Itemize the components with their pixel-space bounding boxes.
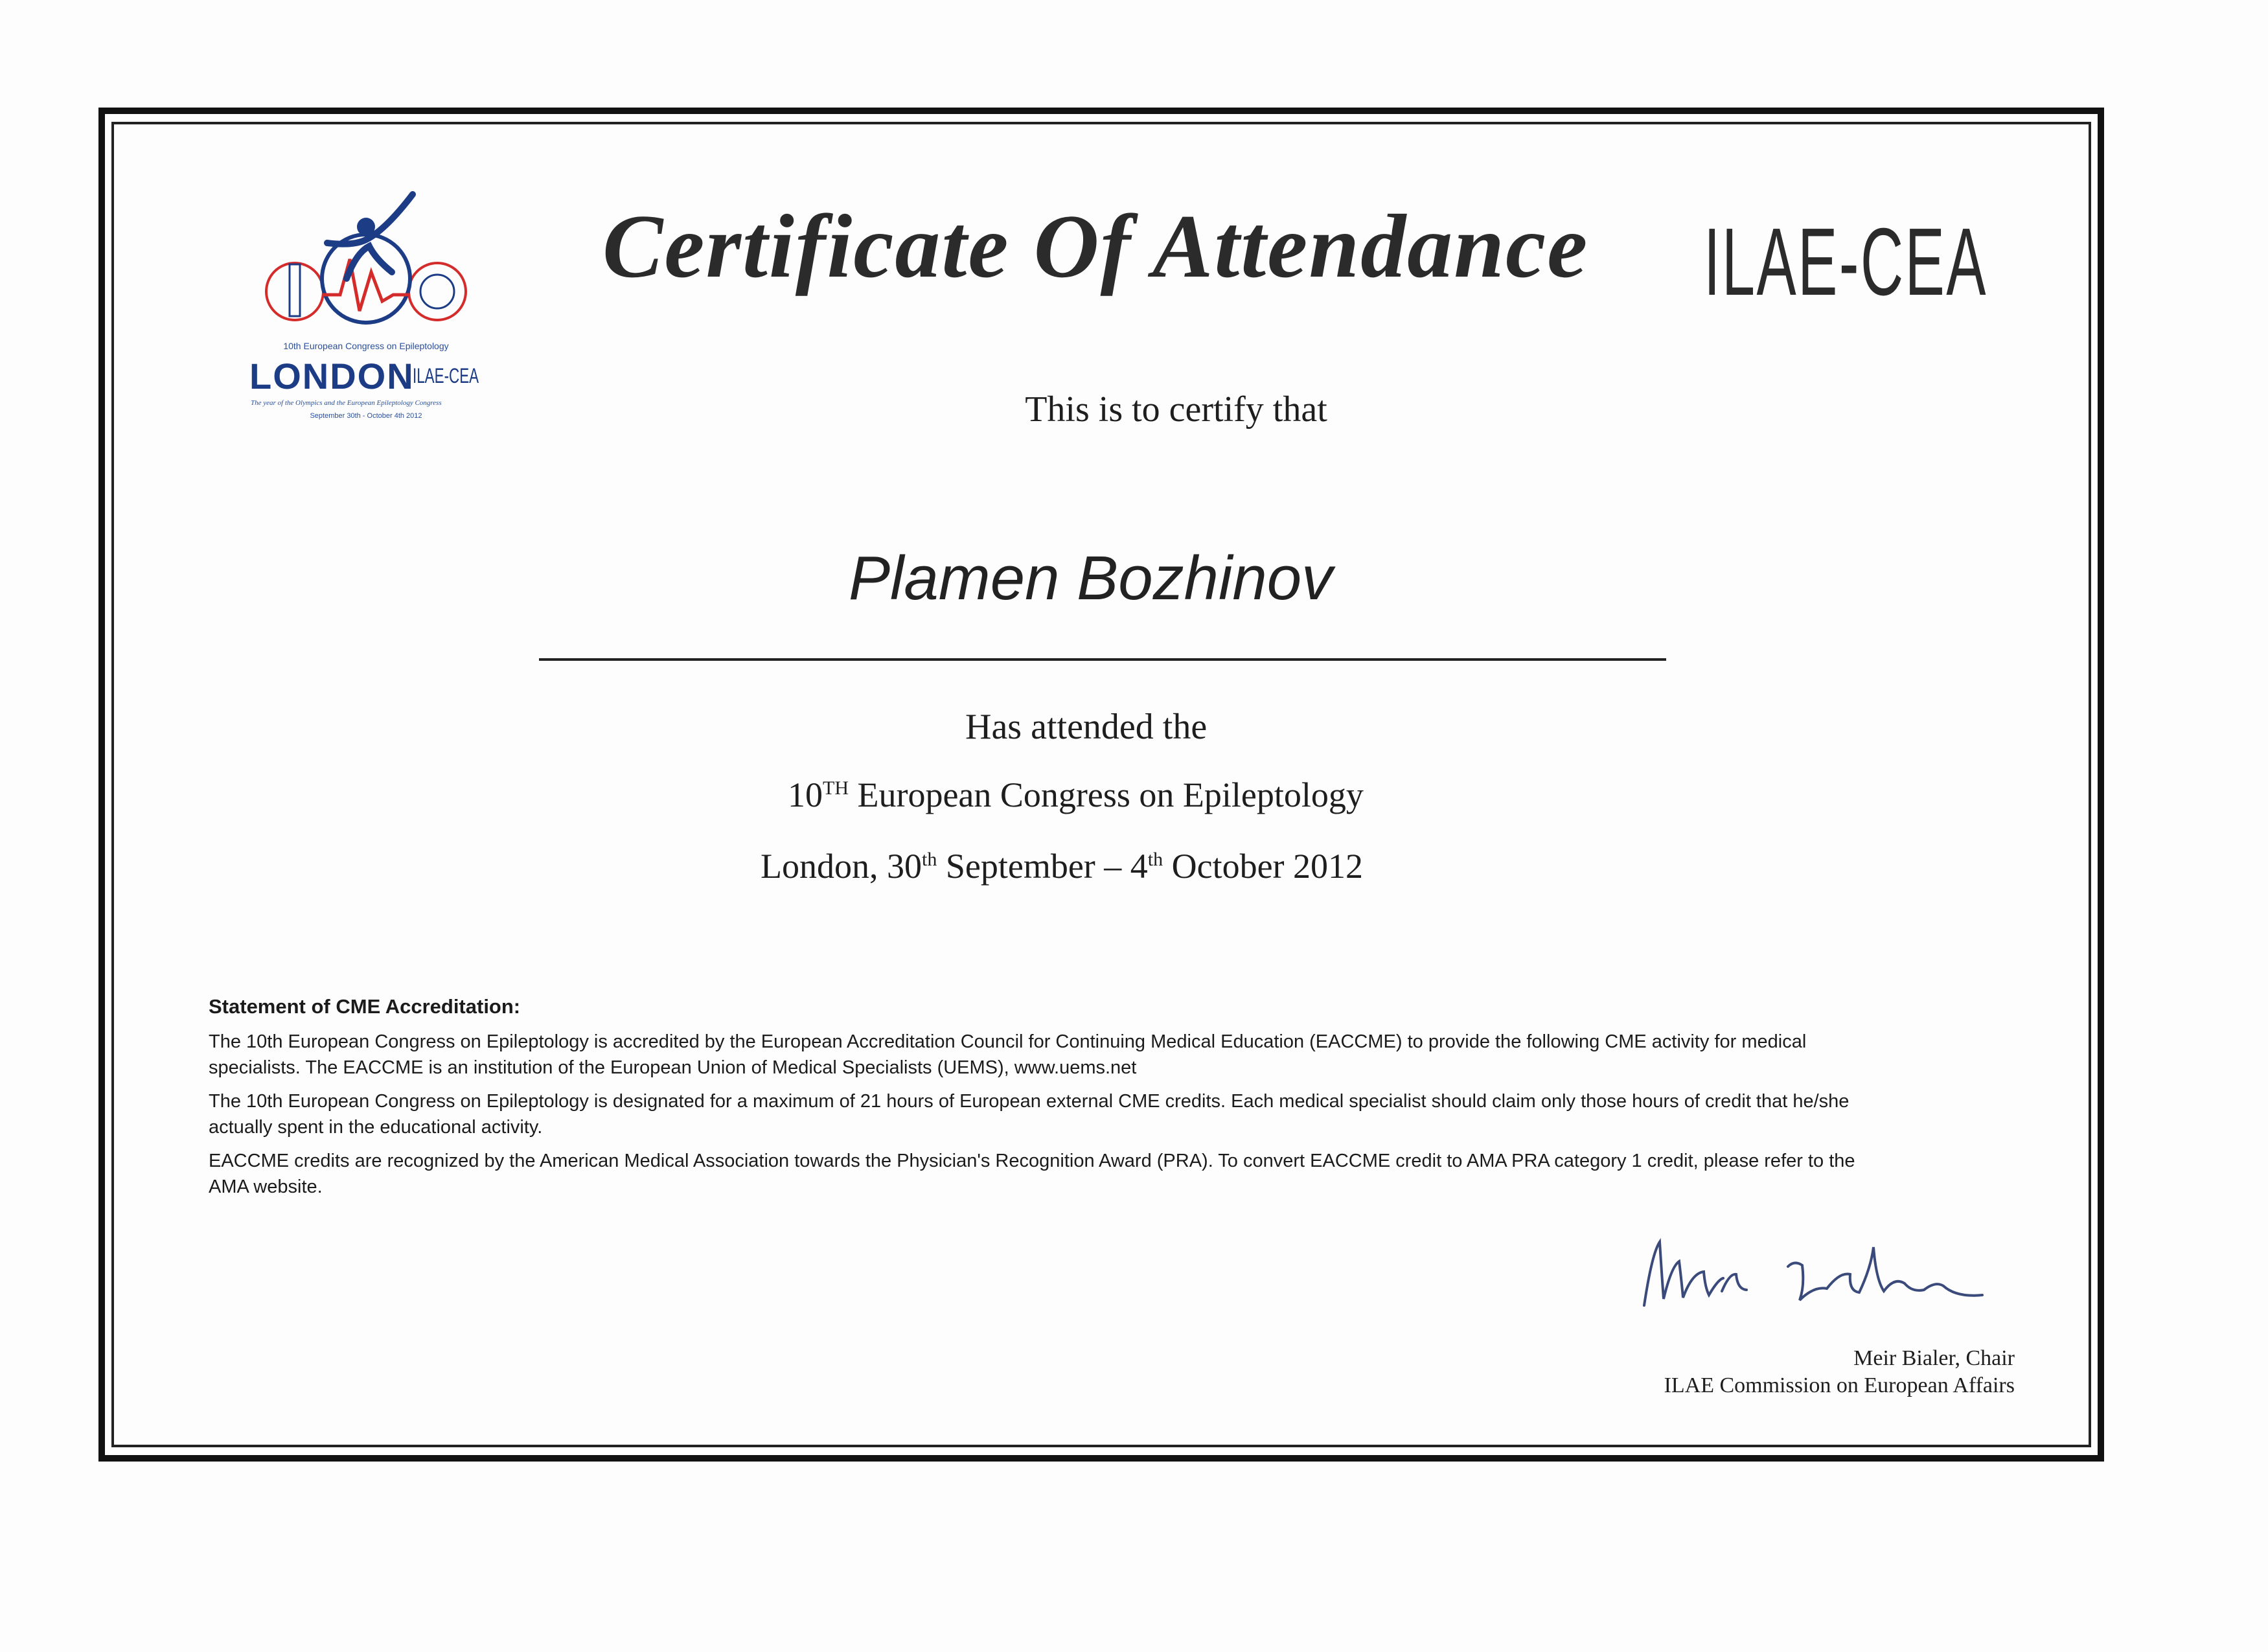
congress-emblem-icon (243, 181, 489, 337)
logo-city-name: LONDON (249, 356, 415, 396)
handwritten-signature (1632, 1228, 1995, 1331)
congress-ordinal-suffix: TH (823, 777, 849, 799)
logo-dates: September 30th - October 4th 2012 (310, 412, 422, 420)
cme-paragraph-credits: The 10th European Congress on Epileptology is designated for a maximum of 21 hours of European external CME credits. Each medical specialist should claim only those hours of credit that he/she actually spent in the educational activity. (209, 1091, 1850, 1138)
end-day: 4 (1130, 847, 1148, 886)
name-underline (539, 658, 1666, 661)
congress-name-line (788, 775, 1364, 815)
logo-script-tagline: The year of the Olympics and the European Epileptology Congress (251, 399, 442, 407)
recipient-name: Plamen Bozhinov (849, 544, 1333, 613)
end-month-year: October 2012 (1171, 847, 1364, 886)
congress-ordinal: 10 (788, 775, 823, 814)
cme-statement (209, 994, 1867, 1208)
congress-name: European Congress on Epileptology (857, 775, 1364, 814)
end-day-suffix: th (1147, 849, 1163, 870)
ilae-cea-logo: ILAE-CEA (1704, 209, 1988, 315)
cme-heading: Statement of CME Accreditation: (209, 995, 521, 1018)
start-day: 30 (887, 847, 922, 886)
signatory-organization: ILAE Commission on European Affairs (1664, 1373, 2015, 1397)
event-city: London, (761, 847, 878, 886)
certify-line: This is to certify that (1025, 389, 1327, 430)
certificate-title: Certificate Of Attendance (602, 196, 1589, 297)
start-month: September (945, 847, 1095, 886)
attended-line: Has attended the (965, 707, 1208, 747)
event-dates-line (761, 846, 1363, 886)
logo-ilae-mark: ILAE-CEA (413, 364, 479, 387)
signatory-block (1607, 1345, 2015, 1399)
cme-paragraph-accreditation: The 10th European Congress on Epileptology is accredited by the European Accreditation Council for Continuing Medical Education (EACCME) to provide the following CME activity for medical specialists. The EACCME is an institution of the European Union of Medical Specialists (UEMS), www.uems.net (209, 1031, 1807, 1078)
start-day-suffix: th (922, 849, 937, 870)
date-separator: – (1104, 847, 1122, 886)
signatory-name-title: Meir Bialer, Chair (1853, 1346, 2015, 1370)
cme-paragraph-ama: EACCME credits are recognized by the American Medical Association towards the Physician's Recognition Award (PRA). To convert EACCME credit to AMA PRA category 1 credit, please refer to the AMA website. (209, 1151, 1855, 1197)
logo-congress-tagline: 10th European Congress on Epileptology (283, 341, 449, 351)
